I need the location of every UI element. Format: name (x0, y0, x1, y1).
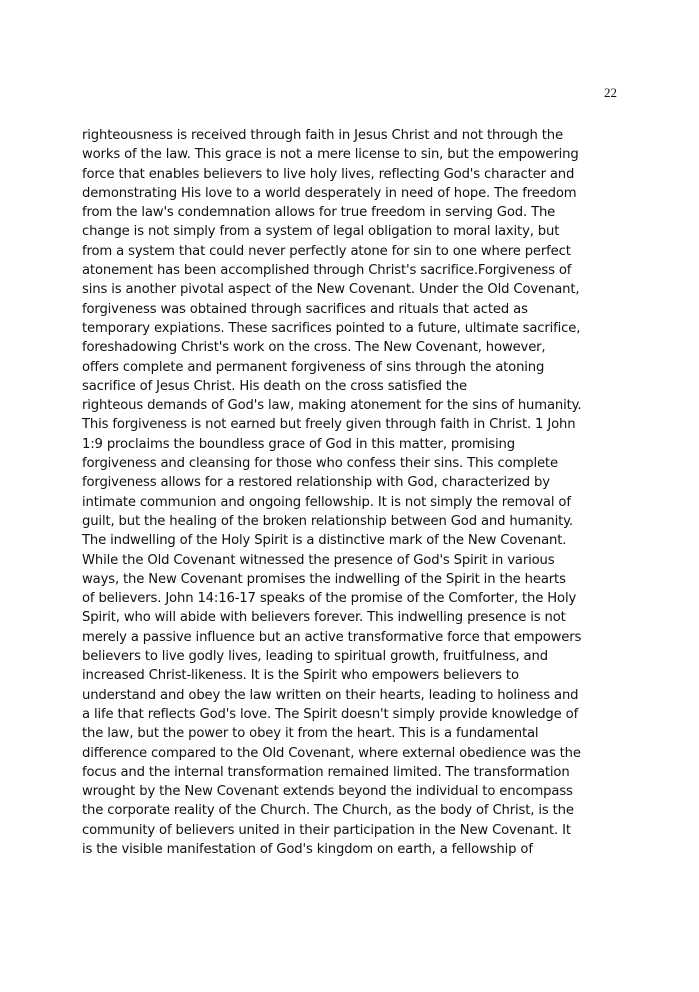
text-line: 1:9 proclaims the boundless grace of God in this matter, promising (82, 436, 515, 452)
text-line: This forgiveness is not earned but freely given through faith in Christ. 1 John (82, 417, 576, 433)
text-line: righteousness is received through faith in Jesus Christ and not through the (82, 128, 563, 143)
text-line: believers to live godly lives, leading to spiritual growth, fruitfulness, and (82, 649, 548, 665)
text-line: intimate communion and ongoing fellowship. It is not simply the removal of (82, 494, 571, 510)
text-line: is the visible manifestation of God's kingdom on earth, a fellowship of (82, 841, 533, 857)
text-line: works of the law. This grace is not a mere license to sin, but the empowering (82, 147, 579, 163)
text-line: demonstrating His love to a world desperately in need of hope. The freedom (82, 185, 577, 201)
text-line: difference compared to the Old Covenant, where external obedience was the (82, 745, 581, 761)
text-line: sacrifice of Jesus Christ. His death on the cross satisfied the (82, 378, 468, 394)
text-line: Spirit, who will abide with believers forever. This indwelling presence is not (82, 610, 566, 626)
text-line: the law, but the power to obey it from the heart. This is a fundamental (82, 726, 539, 742)
text-line: force that enables believers to live holy lives, reflecting God's character and (82, 166, 575, 182)
text-line: the corporate reality of the Church. The Church, as the body of Christ, is the (82, 803, 574, 819)
text-line: understand and obey the law written on their hearts, leading to holiness and (82, 687, 579, 703)
text-line: While the Old Covenant witnessed the presence of God's Spirit in various (82, 552, 555, 568)
text-line: a life that reflects God's love. The Spirit doesn't simply provide knowledge of (82, 706, 579, 722)
text-line: change is not simply from a system of legal obligation to moral laxity, but (82, 224, 560, 240)
text-line: forgiveness was obtained through sacrifices and rituals that acted as (82, 301, 528, 317)
text-line: sins is another pivotal aspect of the New Covenant. Under the Old Covenant, (82, 282, 580, 298)
text-line: atonement has been accomplished through Christ's sacrifice.Forgiveness of (82, 263, 572, 279)
text-line: wrought by the New Covenant extends beyond the individual to encompass (82, 784, 573, 800)
text-line: temporary expiations. These sacrifices pointed to a future, ultimate sacrifice, (82, 320, 581, 336)
text-line: merely a passive influence but an active transformative force that empowers (82, 629, 582, 645)
text-line: focus and the internal transformation remained limited. The transformation (82, 764, 570, 780)
page-number: 22 (604, 85, 617, 100)
text-line: from a system that could never perfectly atone for sin to one where perfect (82, 243, 571, 259)
text-line: forgiveness allows for a restored relationship with God, characterized by (82, 475, 550, 491)
text-line: from the law's condemnation allows for true freedom in serving God. The (82, 205, 556, 221)
text-line: The indwelling of the Holy Spirit is a distinctive mark of the New Covenant. (82, 533, 567, 549)
text-line: increased Christ-likeness. It is the Spirit who empowers believers to (82, 668, 519, 684)
text-line: of believers. John 14:16-17 speaks of the promise of the Comforter, the Holy (82, 591, 577, 607)
text-line: offers complete and permanent forgiveness of sins through the atoning (82, 359, 545, 375)
text-line: ways, the New Covenant promises the indwelling of the Spirit in the hearts (82, 571, 566, 587)
text-line: righteous demands of God's law, making atonement for the sins of humanity. (82, 398, 582, 414)
text-line: forgiveness and cleansing for those who confess their sins. This complete (82, 456, 558, 472)
text-line: foreshadowing Christ's work on the cross. The New Covenant, however, (82, 340, 546, 356)
body-text (82, 126, 622, 859)
text-line: guilt, but the healing of the broken relationship between God and humanity. (82, 513, 573, 529)
text-line: community of believers united in their participation in the New Covenant. It (82, 822, 571, 838)
